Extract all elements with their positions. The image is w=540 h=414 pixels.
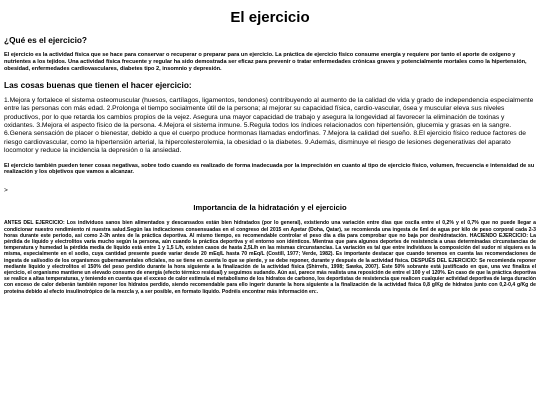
intro-paragraph: El ejercicio es la actividad física que se hace para conservar o recuperar o preparar para un ejercicio. La práctica de ejercicio físico consume energía y requiere por tanto el aporte de oxígeno y nutrientes a los tejidos. Una actividad física frecuente y regular ha sido demostrada ser eficaz para prevenir o tratar enfermedades crónicas graves y potencialmente mortales como la hipertensión, obesidad, enfermedades cardiovasculares, diabetes tipo 2, insomnio y depresión. [4,52,527,72]
page-title: El ejercicio [230,9,310,26]
hydration-paragraph: ANTES DEL EJERCICIO: Los individuos sanos bien alimentados y descansados están bien hidratados (por lo general), existiendo una variación entre días que oscila entre el 0,2% y el 0,7% que no puede llegar a condicionar nuestro rendimiento ni nuestra salud.Según las indicaciones consensuadas en el congreso del 2015 en Apetar (Doha, Qatar), se recomienda una ingesta de 6ml de agua por kilo de peso corporal cada 2-3 horas durante este periodo, así como 2-3h antes de la práctica deportiva. Al mismo tiempo, es recomendable controlar el peso día a día para comprobar que no baja por deshidratación. HACIENDO EJERCICIO: La pérdida de líquido y electrolitos varía mucho según la persona, aún cuando la práctica deportiva y el entorno son idénticos. Mientras que para algunos deportes de resistencia a unas determinadas circunstancias de temperatura y humedad la pérdida media de líquido está entre 1 y 1,5 L/h, existen casos de hasta 2,5L/h en las mismas circunstancias. La variación es tal que entre individuos la composición del sudor ni siquiera es la misma, especialmente en el sodio, cuya cantidad presente puede variar desde 20 mEq/L hasta 70 mEq/L (Costill, 1977; Verde, 1982). Es importante destacar que cuando tenemos en cuenta las recomendaciones de ingesta de sal/sodio de los organismos gubernamentales oficiales, no se tiene en cuenta lo que se pierde, y se debe reponer, durante y después de la actividad física. DESPUÉS DEL EJERCICIO: Se recomienda reponer mediante líquido y electrolitos el 150% del peso perdido durante la hora siguiente a la finalización de la actividad física (Shirrefs, 1998; Sawka, 2007). Este 50% sobrante está justificado en que, una vez finaliza el ejercicio, el organismo mantiene un elevado consumo de energía (efecto térmico residual) y seguimos sudando. Aún así, parece más realista una reposición de entre el 100 y el 120%. En caso de que la práctica deportiva se realice a altas temperaturas, y teniendo en cuenta que el exceso de calor estimula el metabolismo de los hidratos de carbono, los deportistas de resistencia que realicen cualquier actividad deportiva de larga duración con exceso de calor deberán también reponer los hidratos perdido, siendo recomendable para ello ingerir durante la hora siguiente a la finalización de la actividad física 0,8 g/Kg de hidratos junto con 0,2-0,4 g/Kg de proteína debido al efecto insulinotrópico de la mezcla y, a ser posible, en formato líquido. Podréis encontrar más información en:. [4,220,536,295]
page-content [0,9,540,295]
benefits-paragraph: 1.Mejora y fortalece el sistema osteomuscular (huesos, cartílagos, ligamentos, tendones) contribuyendo al aumento de la calidad de vida y grado de independencia especialmente entre las personas con más edad. 2.Prolonga el tiempo socialmente útil de la persona; al mejorar su capacidad física, cardio-vascular, ósea y muscular eleva sus niveles productivos, por lo que retarda los cambios propios de la vejez. Asegura una mayor capacidad de trabajo y asegura la longevidad al favorecer la eliminación de toxinas y oxidantes. 3.Mejora el aspecto físico de la persona. 4.Mejora el sistema inmune. 5.Regula todos los índices relacionados con hipertensión, glucemia y grasas en la sangre. 6.Genera sensación de placer o bienestar, debido a que el cuerpo produce hormonas llamadas endorfinas. 7.Mejora la calidad del sueño. 8.El ejercicio físico reduce factores de riesgo cardiovascular, como la hipertensión arterial, la hipercolesterolemia, la obesidad o la diabetes. 9.Además, disminuye el riesgo de lesiones degenerativas del aparato locomotor y reduce la incidencia la depresión o la ansiedad. [4,96,534,155]
section-heading-benefits: Las cosas buenas que tienen el hacer ejercicio: [4,79,192,90]
section-heading-hydration: Importancia de la hidratación y el ejercicio [193,203,347,213]
marker-text: > [4,187,8,195]
negatives-note: El ejercicio también pueden tener cosas negativas, sobre todo cuando es realizado de forma inadecuada por la imprecisión en cuanto al tipo de ejercicio físico, volumen, frecuencia e intensidad de su realización y los objetivos que vamos a alcanzar. [4,162,535,176]
section-heading-what-is-exercise: ¿Qué es el ejercicio? [4,35,88,45]
